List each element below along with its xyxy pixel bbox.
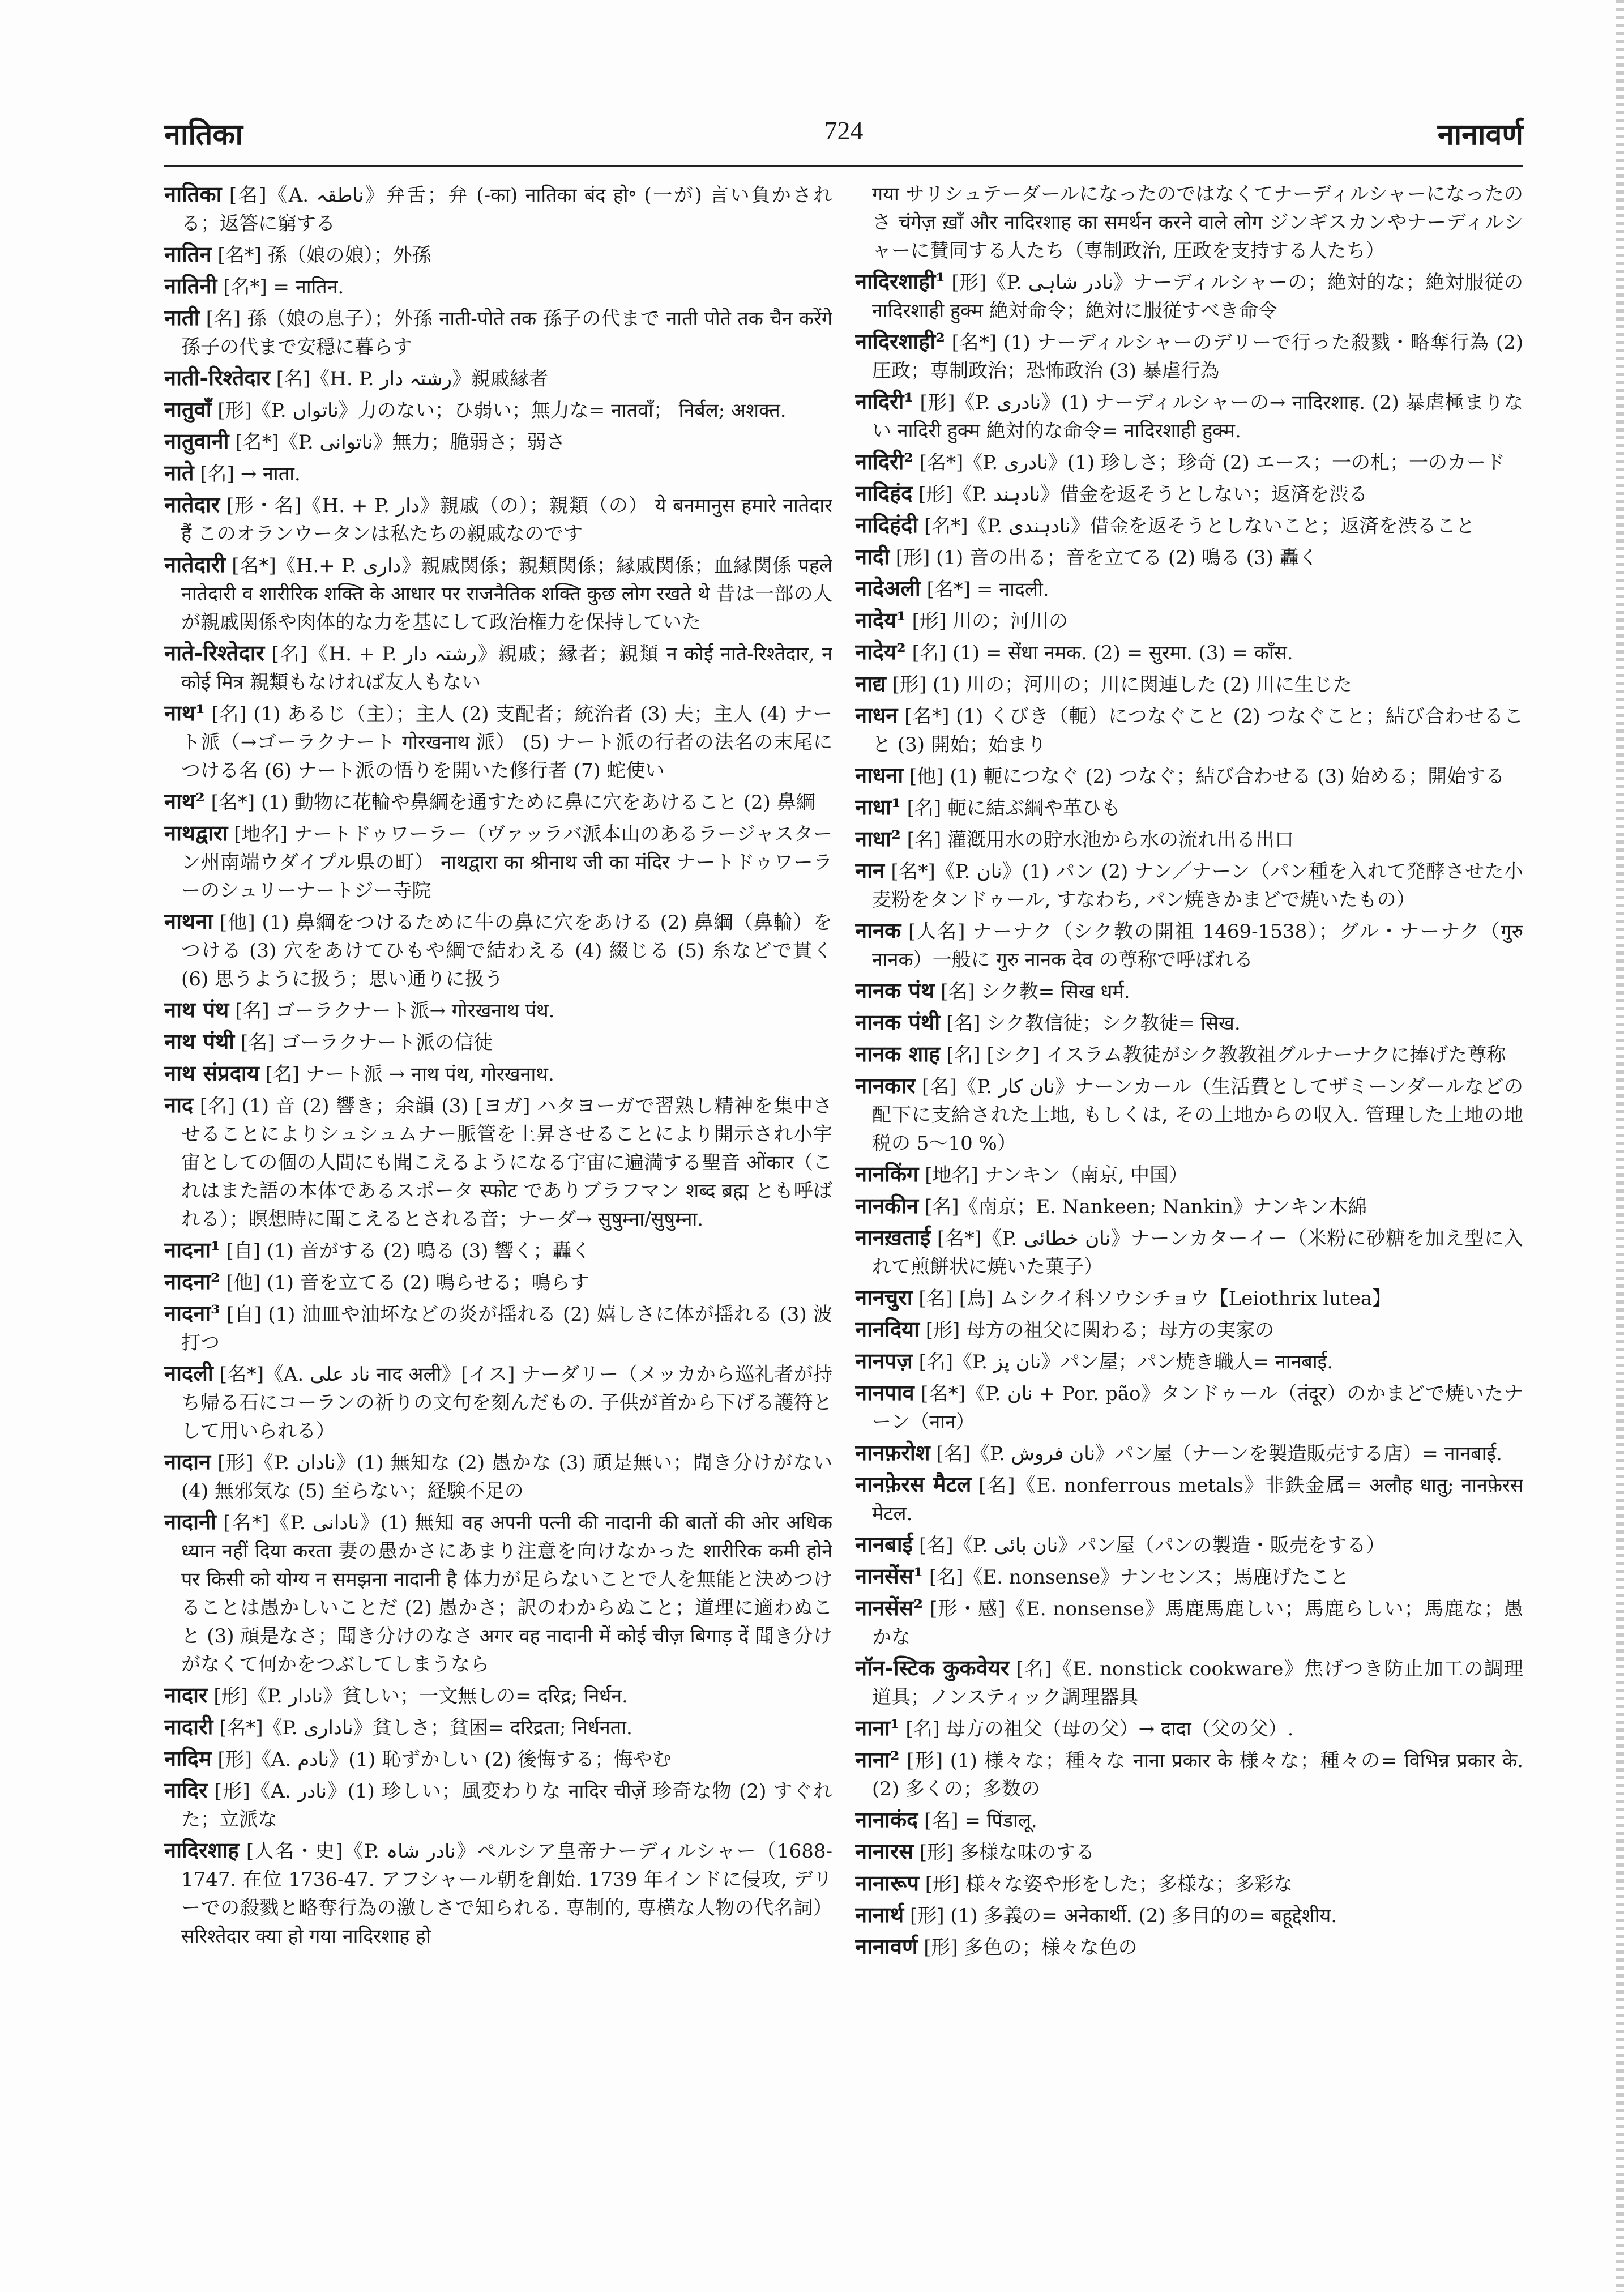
- dictionary-entry: [855, 1008, 1523, 1038]
- definition: [名] ゴーラクナート派→ गोरखनाथ पंथ.: [235, 1000, 555, 1022]
- headword: नादिम: [164, 1745, 212, 1771]
- dictionary-entry: [855, 638, 1523, 667]
- definition: [名]《H. + P. رشتہ دار》親戚；縁者；親類 न कोई नाते-रिश्तेदार, न कोई मित्र 親類もなければ友人もない: [181, 643, 832, 694]
- dictionary-entry: [164, 459, 832, 488]
- definition: [形]《P. نادری》(1) ナーディルシャーの→ नादिरशाह. (2) 暴虐極まりない नादिरी हुक्म 絶対的な命令= नादिरशाही हुक्म.: [872, 391, 1523, 442]
- headword: नाथ पंथ: [164, 997, 229, 1022]
- dictionary-entry: [855, 1072, 1523, 1158]
- headword: नाद्य: [855, 671, 886, 696]
- dictionary-entry: [855, 606, 1523, 635]
- definition: [名] ゴーラクナート派の信徒: [240, 1031, 493, 1054]
- dictionary-entry: [855, 1439, 1523, 1468]
- definition: [形] 母方の祖父に関わる；母方の実家の: [925, 1319, 1275, 1342]
- definition: [名*]《P. نادانی》(1) 無知 वह अपनी पत्नी की नादानी की बातों की ओर अधिक ध्यान नहीं दिया करता 妻の愚かさにあまり注意を向けなかった शारीरिक कमी होने पर किसी को योग्य न समझना नादानी है 体力が足らないことで人を無能と決めつけることは愚かしいことだ (2) 愚かさ；訳のわからぬこと；道理に適わぬこと (3) 頑是なさ；聞き分けのなさ अगर वह नादानी में कोई चीज़ बिगाड़ दें 聞き分けがなくて何かをつぶしてしまうなら: [181, 1512, 832, 1676]
- headword: नाती-रिश्तेदार: [164, 365, 270, 390]
- definition: [名*]《H.+ P. داری》親戚関係；親類関係；縁戚関係；血縁関係 पहले नातेदारी व शारीरिक शक्ति के आधार पर राजनैतिक शक्ति कुछ लोग रखते थे 昔は一部の人が親戚関係や肉体的な力を基にして政治権力を保持していた: [181, 554, 832, 634]
- headword: नाधा¹: [855, 794, 901, 820]
- header-rule: [164, 165, 1523, 167]
- headword: नाते-रिश्तेदार: [164, 640, 265, 665]
- definition: [形] 多様な味のする: [919, 1841, 1095, 1864]
- dictionary-entry: [855, 180, 1523, 265]
- definition: [人名] ナーナク（シク教の開祖 1469-1538）；グル・ナーナク（गुरु नानक）一般に गुरु नानक देव の尊称で呼ばれる: [872, 920, 1523, 971]
- headword: नाथ¹: [164, 700, 205, 725]
- headword: नॉन-स्टिक कुकवेयर: [855, 1655, 1010, 1680]
- headword: नाती: [164, 305, 200, 330]
- dictionary-entry: [855, 1160, 1523, 1189]
- definition: [形] 川の；河川の: [912, 610, 1068, 633]
- headword: नादार: [164, 1682, 208, 1708]
- definition: गया サリシュテーダールになったのではなくてナーディルシャーになったのさ चंगेज़ ख़ाँ और नादिरशाह का समर्थन करने वाले लोग ジンギスカンやナーディルシャーに賛同する人たち（専制政治, 圧政を支持する人たち）: [872, 183, 1523, 262]
- headword: नादिरी²: [855, 449, 913, 474]
- headword: नानफ़रोश: [855, 1440, 930, 1465]
- definition: [名]《P. نان پز》パン屋；パン焼き職人= नानबाई.: [918, 1351, 1334, 1373]
- dictionary-entry: [164, 395, 832, 425]
- headword: नादिरशाही²: [855, 328, 945, 354]
- definition: [名*]《P. نان خطائی》ナーンカターイー（米粉に砂糖を加え型に入れて煎餅状に焼いた菓子）: [872, 1227, 1523, 1278]
- dictionary-entry: [855, 916, 1523, 974]
- headword: नादली: [164, 1360, 213, 1386]
- dictionary-entry: [855, 1347, 1523, 1376]
- dictionary-entry: [164, 1776, 832, 1834]
- headword: नाना¹: [855, 1715, 900, 1740]
- dictionary-entry: [855, 825, 1523, 854]
- dictionary-entry: [164, 907, 832, 993]
- dictionary-entry: [855, 669, 1523, 699]
- dictionary-entry: [164, 1713, 832, 1742]
- definition: [名] → नाता.: [200, 463, 301, 485]
- definition: [地名] ナートドゥワーラー（ヴァッラバ派本山のあるラージャスターン州南端ウダイプル県の町） नाथद्वारा का श्रीनाथ जी का मंदिर ナートドゥワーラーのシュリーナートジー寺院: [181, 823, 832, 902]
- definition: [形・感]《E. nonsense》馬鹿馬鹿しい；馬鹿らしい；馬鹿な；愚かな: [872, 1598, 1523, 1649]
- dictionary-entry: [164, 1267, 832, 1297]
- headword: नानकीन: [855, 1193, 919, 1218]
- dictionary-entry: [164, 490, 832, 548]
- definition: [名*]《P. نادری》(1) 珍しさ；珍奇 (2) エース；一の札；一のカード: [919, 451, 1505, 474]
- definition: [名] = पिंडालू.: [924, 1809, 1037, 1832]
- headword: नानसेंस²: [855, 1595, 924, 1620]
- dictionary-entry: [855, 856, 1523, 914]
- definition: [形] 様々な姿や形をした；多様な；多彩な: [925, 1873, 1293, 1896]
- dictionary-entry: [855, 793, 1523, 822]
- dictionary-entry: [164, 427, 832, 456]
- definition: [名]《H. P. رشتہ دار》親戚縁者: [276, 368, 549, 390]
- definition: [名]《南京；E. Nankeen; Nankin》ナンキン木綿: [924, 1196, 1367, 1218]
- dictionary-entry: [164, 1359, 832, 1445]
- dictionary-entry: [164, 1448, 832, 1505]
- dictionary-entry: [855, 1745, 1523, 1803]
- headword: नानक शाह: [855, 1041, 941, 1066]
- dictionary-entry: [855, 1283, 1523, 1313]
- headword: नादना²: [164, 1269, 220, 1294]
- headword: नानारूप: [855, 1870, 919, 1896]
- dictionary-entry: [164, 304, 832, 361]
- dictionary-entry: [164, 1059, 832, 1089]
- dictionary-entry: [164, 364, 832, 393]
- headword: नानबाई: [855, 1531, 913, 1557]
- dictionary-entry: [164, 1299, 832, 1357]
- dictionary-entry: [855, 327, 1523, 385]
- definition: [名*]《P. نان》(1) パン (2) ナン／ナーン（パン種を入れて発酵させた小麦粉をタンドゥール, すなわち, パン焼きかまどで焼いたもの）: [872, 860, 1523, 911]
- headword: नानपाव: [855, 1380, 914, 1405]
- definition: [形] (1) 音の出る；音を立てる (2) 鳴る (3) 轟く: [895, 547, 1318, 569]
- dictionary-entry: [855, 1223, 1523, 1281]
- dictionary-entry: [855, 1192, 1523, 1221]
- headword: नानार्थ: [855, 1902, 904, 1927]
- dictionary-entry: [855, 1869, 1523, 1898]
- headword: नादना¹: [164, 1237, 220, 1262]
- definition: [名] (1) あるじ（主）；主人 (2) 支配者；統治者 (3) 夫；主人 (4) ナート派（→ゴーラクナート गोरखनाथ 派） (5) ナート派の行者の法名の末尾につける名 (6) ナート派の悟りを開いた修行者 (7) 蛇使い: [181, 703, 832, 782]
- definition: [名*]《P. ناداری》貧しさ；貧困= दरिद्रता; निर्धनता.: [219, 1717, 632, 1739]
- definition: [名] (1) 音 (2) 響き；余韻 (3) [ヨガ] ハタヨーガで習熟し精神を集中させることによりシュシュムナー脈管を上昇させることにより開示され小宇宙としての個の人間にも聞こえるようになる宇宙に遍満する聖音 ओंकार（これはまた語の本体であるスポータ स्फोट でありブラフマン शब्द ब्रह्म とも呼ばれる）；瞑想時に聞こえるとされる音；ナーダ→ सुषुम्ना/सुषुम्ना.: [181, 1095, 832, 1231]
- headword: नातुवाँ: [164, 396, 212, 422]
- headword: नानक पंथ: [855, 978, 935, 1003]
- dictionary-entry: [855, 1315, 1523, 1345]
- headword: नानख़ताई: [855, 1224, 931, 1250]
- headword: नानकिंग: [855, 1161, 919, 1186]
- headword: नादिरशाह: [164, 1837, 240, 1863]
- page-number: 724: [824, 116, 864, 145]
- dictionary-entry: [855, 511, 1523, 540]
- definition: [名] シク教信徒；シク教徒= सिख.: [946, 1012, 1241, 1035]
- headword: नाधन: [855, 702, 898, 728]
- definition: [形] (1) 様々な；種々な नाना प्रकार के 様々な；種々の= विभिन्न प्रकार के. (2) 多くの；多数の: [872, 1749, 1523, 1800]
- binding-edge: [1616, 0, 1624, 2292]
- right-column: [855, 180, 1523, 2230]
- definition: [形]《A. نادم》(1) 恥ずかしい (2) 後悔する；悔やむ: [217, 1748, 672, 1771]
- definition: [名] [シク] イスラム教徒がシク教教祖グルナーナクに捧げた尊称: [946, 1044, 1506, 1066]
- headword: नादिहंद: [855, 480, 913, 506]
- definition: [名*]《P. نان + Por. pão》タンドゥール（तंदूर）のかまどで焼いたナーン（नान）: [872, 1382, 1523, 1433]
- dictionary-entry: [164, 639, 832, 697]
- running-head: [164, 113, 1523, 159]
- headword: नादना³: [164, 1300, 220, 1326]
- dictionary-entry: [855, 479, 1523, 509]
- headword: नातिन: [164, 241, 212, 267]
- definition: [名*]《P. نادہندی》借金を返そうとしないこと；返済を渋ること: [924, 515, 1475, 537]
- definition: [他] (1) 軛につなぐ (2) つなぐ；結び合わせる (3) 始める；開始する: [909, 765, 1505, 788]
- dictionary-entry: [164, 272, 832, 301]
- definition: [名] ナート派 → नाथ पंथ, गोरखनाथ.: [265, 1063, 554, 1086]
- definition: [形] (1) 川の；河川の；川に関連した (2) 川に生じた: [892, 673, 1352, 696]
- definition: [人名・史]《P. نادر شاہ》ペルシア皇帝ナーディルシャー（1688-1747. 在位 1736-47. アフシャール朝を創始. 1739 年インドに侵攻, デリーでの殺戮と略奪行為の激しさで知られる. 専制的, 専横な人物の代名詞） सरिश्तेदार क्या हो गया नादिरशाह हो: [181, 1840, 832, 1948]
- headword: नादेअली: [855, 575, 921, 601]
- definition: [名] 孫（娘の息子）；外孫 नाती-पोते तक 孫子の代まで नाती पोते तक चैन करेंगे 孫子の代まで安穏に暮らす: [181, 308, 832, 358]
- left-column: [164, 180, 832, 2230]
- definition: [名*] (1) ナーディルシャーのデリーで行った殺戮・略奪行為 (2) 圧政；専制政治；恐怖政治 (3) 暴虐行為: [872, 331, 1523, 382]
- headword: नाना²: [855, 1747, 900, 1772]
- dictionary-entry: [164, 550, 832, 637]
- definition: [形] 多色の；様々な色の: [924, 1936, 1138, 1959]
- definition: [名]《E. nonstick cookware》焦げつき防止加工の調理道具；ノンスティック調理器具: [872, 1658, 1523, 1709]
- dictionary-entry: [855, 1932, 1523, 1962]
- headword: नानदिया: [855, 1316, 920, 1342]
- dictionary-entry: [164, 1836, 832, 1950]
- headword: नान: [855, 857, 885, 883]
- headword: नादेय¹: [855, 607, 906, 633]
- definition: [形]《P. نادہند》借金を返そうとしない；返済を渋る: [918, 483, 1368, 506]
- headword: नानफ़ेरस मैटल: [855, 1471, 972, 1497]
- headword: नानक: [855, 917, 901, 943]
- headword: नातिनी: [164, 273, 217, 298]
- headword: नाते: [164, 460, 194, 485]
- headword: नादिहंदी: [855, 512, 918, 537]
- headword: नादी: [855, 544, 890, 569]
- definition: [名]《E. nonferrous metals》非鉄金属= अलौह धातु; नानफ़ेरस मेटल.: [872, 1474, 1523, 1525]
- definition: [自] (1) 油皿や油坏などの炎が揺れる (2) 嬉しさに体が揺れる (3) 波打つ: [181, 1303, 832, 1354]
- definition: [形]《P. ناتواں》力のない；ひ弱い；無力な= नातवाँ； निर्बल; अशक्त.: [217, 399, 787, 422]
- definition: [名] [鳥] ムシクイ科ソウシチョウ【Leiothrix lutea】: [918, 1287, 1392, 1310]
- dictionary-entry: [164, 1744, 832, 1774]
- headword: नादिर: [164, 1777, 208, 1803]
- left-guide-word: नातिका: [164, 117, 243, 152]
- dictionary-entry: [855, 1562, 1523, 1591]
- definition: [名*]《P. ناتوانی》無力；脆弱さ；弱さ: [235, 431, 566, 454]
- definition: [名*]《A. ناد علی नाद अली》[イス] ナーダリー（メッカから巡礼者が持ち帰る石にコーランの祈りの文句を刻んだもの. 子供が首から下げる護符として用いられる）: [181, 1363, 832, 1442]
- headword: नाथ संप्रदाय: [164, 1060, 259, 1086]
- definition: [他] (1) 音を立てる (2) 鳴らせる；鳴らす: [226, 1271, 589, 1294]
- dictionary-entry: [855, 1378, 1523, 1436]
- headword: नानक पंथी: [855, 1009, 941, 1035]
- headword: नातेदारी: [164, 552, 225, 577]
- definition: [名]《P. نان کار》ナーンカール（生活費としてザミーンダールなどの配下に支給された土地, もしくは, その土地からの収入. 管理した土地の地税の 5～10 %）: [872, 1075, 1523, 1155]
- headword: नानारस: [855, 1838, 914, 1864]
- dictionary-entry: [855, 267, 1523, 325]
- dictionary-entry: [855, 1530, 1523, 1560]
- definition: [地名] ナンキン（南京, 中国）: [925, 1164, 1189, 1186]
- definition: [名]《P. نان فروش》パン屋（ナーンを製造販売する店）= नानबाई.: [936, 1442, 1502, 1465]
- headword: नातिका: [164, 181, 222, 207]
- dictionary-entry: [855, 1470, 1523, 1528]
- headword: नाथना: [164, 908, 213, 934]
- definition: [名] シク教= सिख धर्म.: [941, 980, 1130, 1003]
- dictionary-entry: [855, 1837, 1523, 1867]
- headword: नादिरी¹: [855, 389, 913, 414]
- definition: [名]《E. nonsense》ナンセンス；馬鹿げたこと: [929, 1566, 1349, 1589]
- definition: [名]《A. ناطقہ》弁舌；弁 (-का) नातिका बंद हो॰ (一が) 言い負かされる；返答に窮する: [181, 184, 832, 235]
- dictionary-entry: [855, 387, 1523, 445]
- headword: नातुवानी: [164, 428, 229, 454]
- headword: नानचुरा: [855, 1284, 913, 1310]
- dictionary-entry: [164, 180, 832, 238]
- dictionary-entry: [855, 1714, 1523, 1743]
- dictionary-entry: [855, 543, 1523, 572]
- dictionary-entry: [855, 1654, 1523, 1711]
- right-guide-word: नानावर्ण: [1437, 117, 1523, 152]
- headword: नानसेंस¹: [855, 1563, 924, 1589]
- headword: नानकार: [855, 1073, 916, 1098]
- dictionary-entry: [855, 447, 1523, 477]
- dictionary-entry: [164, 1681, 832, 1710]
- dictionary-entry: [164, 1091, 832, 1234]
- definition: [形]《P. نادار》貧しい；一文無しの= दरिद्र; निर्धन.: [213, 1685, 628, 1708]
- dictionary-entry: [855, 761, 1523, 791]
- definition: [名] 灌漑用水の貯水池から水の流れ出る出口: [907, 829, 1294, 851]
- dictionary-entry: [855, 1040, 1523, 1069]
- definition: [名*] 孫（娘の娘）；外孫: [217, 244, 431, 267]
- headword: नाथद्वारा: [164, 820, 228, 846]
- definition: [名] (1) = सेंधा नमक. (2) = सुरमा. (3) = काँस.: [912, 642, 1293, 664]
- definition: [名*] (1) 動物に花輪や鼻綱を通すために鼻に穴をあけること (2) 鼻綱: [211, 791, 815, 814]
- definition: [形]《P. نادر شاہی》ナーディルシャーの；絶対的な；絶対服従の नादिरशाही हुक्म 絶対命令；絶対に服従すべき命令: [872, 271, 1523, 322]
- dictionary-entry: [164, 787, 832, 817]
- dictionary-entry: [164, 699, 832, 785]
- definition: [自] (1) 音がする (2) 鳴る (3) 響く；轟く: [226, 1240, 591, 1262]
- definition: [名]《P. نان بائی》パン屋（パンの製造・販売をする）: [919, 1534, 1386, 1557]
- dictionary-entry: [855, 1806, 1523, 1835]
- dictionary-entry: [164, 240, 832, 270]
- definition: [他] (1) 鼻綱をつけるために牛の鼻に穴をあける (2) 鼻綱（鼻輪）をつける (3) 穴をあけてひもや綱で結わえる (4) 綴じる (5) 糸などで貫く (6) 思うように扱う；思い通りに扱う: [181, 911, 832, 991]
- dictionary-entry: [855, 976, 1523, 1006]
- headword: नादिरशाही¹: [855, 268, 945, 294]
- headword: नाधा²: [855, 826, 901, 851]
- dictionary-entry: [855, 701, 1523, 759]
- definition: [名*] = नातिन.: [223, 276, 344, 298]
- dictionary-entry: [855, 1594, 1523, 1651]
- headword: नातेदार: [164, 492, 220, 517]
- dictionary-entry: [164, 819, 832, 905]
- definition: [形] (1) 多義の= अनेकार्थी. (2) 多目的の= बहूद्देशीय.: [909, 1905, 1337, 1927]
- definition: [形]《P. نادان》(1) 無知な (2) 愚かな (3) 頑是無い；聞き分けがない (4) 無邪気な (5) 至らない；経験不足の: [181, 1452, 832, 1503]
- dictionary-entry: [855, 1901, 1523, 1930]
- headword: नादानी: [164, 1509, 216, 1534]
- dictionary-entry: [855, 574, 1523, 604]
- dictionary-entry: [164, 1508, 832, 1679]
- definition: [形・名]《H. + P. دار》親戚（の）；親類（の） ये बनमानुस हमारे नातेदार हैं このオランウータンは私たちの親戚なのです: [181, 494, 832, 545]
- definition: [名] 母方の祖父（母の父）→ दादा（父の父）.: [905, 1718, 1294, 1740]
- dictionary-entry: [164, 1236, 832, 1265]
- headword: नानाकंद: [855, 1807, 918, 1832]
- headword: नाधना: [855, 762, 904, 788]
- dictionary-entry: [164, 1027, 832, 1057]
- definition: [形]《A. نادر》(1) 珍しい；風変わりな नादिर चीज़ें 珍奇な物 (2) すぐれた；立派な: [181, 1780, 832, 1831]
- headword: नानपज़: [855, 1348, 913, 1373]
- definition: [名*] = नादली.: [926, 578, 1049, 601]
- headword: नादारी: [164, 1714, 213, 1739]
- headword: नाथ पंथी: [164, 1028, 235, 1054]
- headword: नादेय²: [855, 639, 906, 664]
- definition: [名*] (1) くびき（軛）につなぐこと (2) つなぐこと；結び合わせること (3) 開始；始まり: [872, 705, 1523, 756]
- headword: नाद: [164, 1092, 194, 1117]
- headword: नानावर्ण: [855, 1934, 918, 1959]
- headword: नादान: [164, 1449, 211, 1474]
- definition: [名] 軛に結ぶ綱や革ひも: [907, 797, 1121, 820]
- dictionary-entry: [164, 996, 832, 1025]
- headword: नाथ²: [164, 788, 205, 814]
